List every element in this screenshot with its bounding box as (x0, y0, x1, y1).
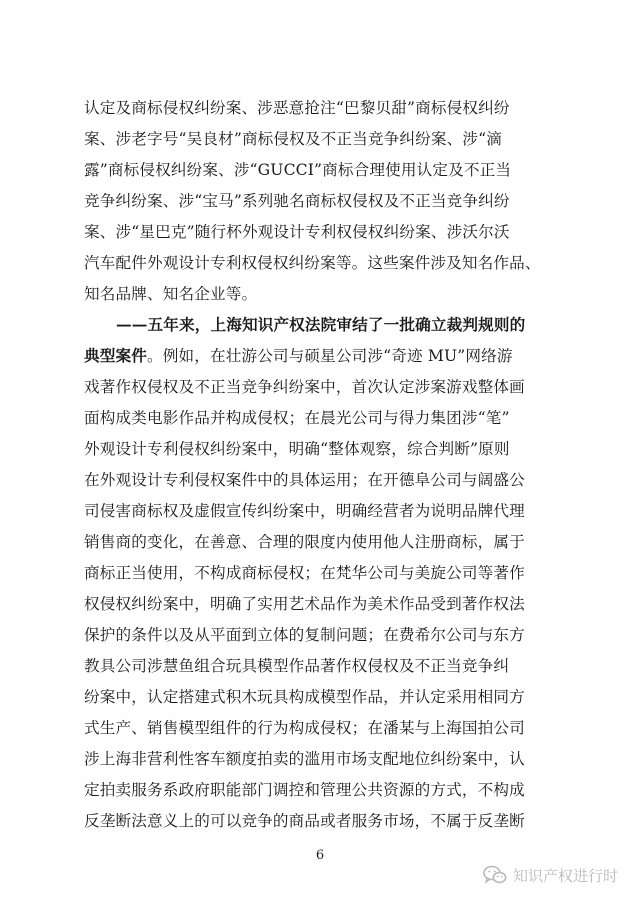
paragraph-line: 司侵害商标权及虚假宣传纠纷案中，明确经营者为说明品牌代理 (84, 502, 525, 520)
section-heading: ——五年来，上海知识产权法院审结了一批确立裁判规则的 (116, 315, 526, 334)
section-heading-bold-tail: 典型案件 (84, 346, 147, 365)
paragraph-line: 戏著作权侵权及不正当竞争纠纷案中，首次认定涉案游戏整体画 (84, 378, 525, 396)
paragraph-line: 案、涉“星巴克”随行杯外观设计专利权侵权纠纷案、涉沃尔沃 (84, 223, 510, 241)
watermark (483, 862, 618, 888)
paragraph-line: 面构成类电影作品并构成侵权；在晨光公司与得力集团涉“笔” (84, 409, 510, 427)
paragraph-line: 在外观设计专利侵权案件中的具体运用；在开德阜公司与阔盛公 (84, 471, 525, 489)
paragraph-line: 案、涉老字号“吴良材”商标侵权及不正当竞争纠纷案、涉“滴 (84, 130, 502, 148)
paragraph-line: 竞争纠纷案、涉“宝马”系列驰名商标权侵权及不正当竞争纠纷 (84, 192, 510, 210)
paragraph-line: 纷案中，认定搭建式积木玩具构成模型作品，并认定采用相同方 (84, 688, 525, 706)
paragraph-line: 知名品牌、知名企业等。 (84, 285, 258, 303)
paragraph-line: 销售商的变化，在善意、合理的限度内使用他人注册商标，属于 (84, 533, 525, 551)
paragraph-line: 露”商标侵权纠纷案、涉“GUCCI”商标合理使用认定及不正当 (84, 161, 512, 179)
paragraph-line: 式生产、销售模型组件的行为构成侵权；在潘某与上海国拍公司 (84, 719, 525, 737)
paragraph-line: 反垄断法意义上的可以竞争的商品或者服务市场，不属于反垄断 (84, 812, 525, 830)
paragraph-line: 外观设计专利侵权纠纷案中，明确“整体观察，综合判断”原则 (84, 440, 510, 458)
watermark-text: 知识产权进行时 (512, 866, 618, 885)
paragraph-line: 保护的条件以及从平面到立体的复制问题；在费希尔公司与东方 (84, 626, 525, 644)
section-heading-continuation (84, 346, 568, 366)
paragraph-line: 商标正当使用，不构成商标侵权；在梵华公司与美旋公司等著作 (84, 564, 525, 582)
paragraph-line: 权侵权纠纷案中，明确了实用艺术品作为美术作品受到著作权法 (84, 595, 525, 613)
wechat-icon (483, 865, 507, 885)
paragraph-line: 教具公司涉慧鱼组合玩具模型作品著作权侵权及不正当竞争纠 (84, 657, 510, 675)
paragraph-line: 涉上海非营利性客车额度拍卖的滥用市场支配地位纠纷案中，认 (84, 750, 525, 768)
paragraph-line: 认定及商标侵权纠纷案、涉恶意抢注“巴黎贝甜”商标侵权纠纷 (84, 99, 510, 117)
paragraph-line: 汽车配件外观设计专利权侵权纠纷案等。这些案件涉及知名作品、 (84, 254, 541, 272)
page-number: 6 (315, 848, 325, 863)
paragraph-line: 定拍卖服务系政府职能部门调控和管理公共资源的方式，不构成 (84, 781, 525, 799)
section-heading-text: 。例如，在壮游公司与硕星公司涉“奇迹 MU”网络游 (146, 347, 513, 365)
